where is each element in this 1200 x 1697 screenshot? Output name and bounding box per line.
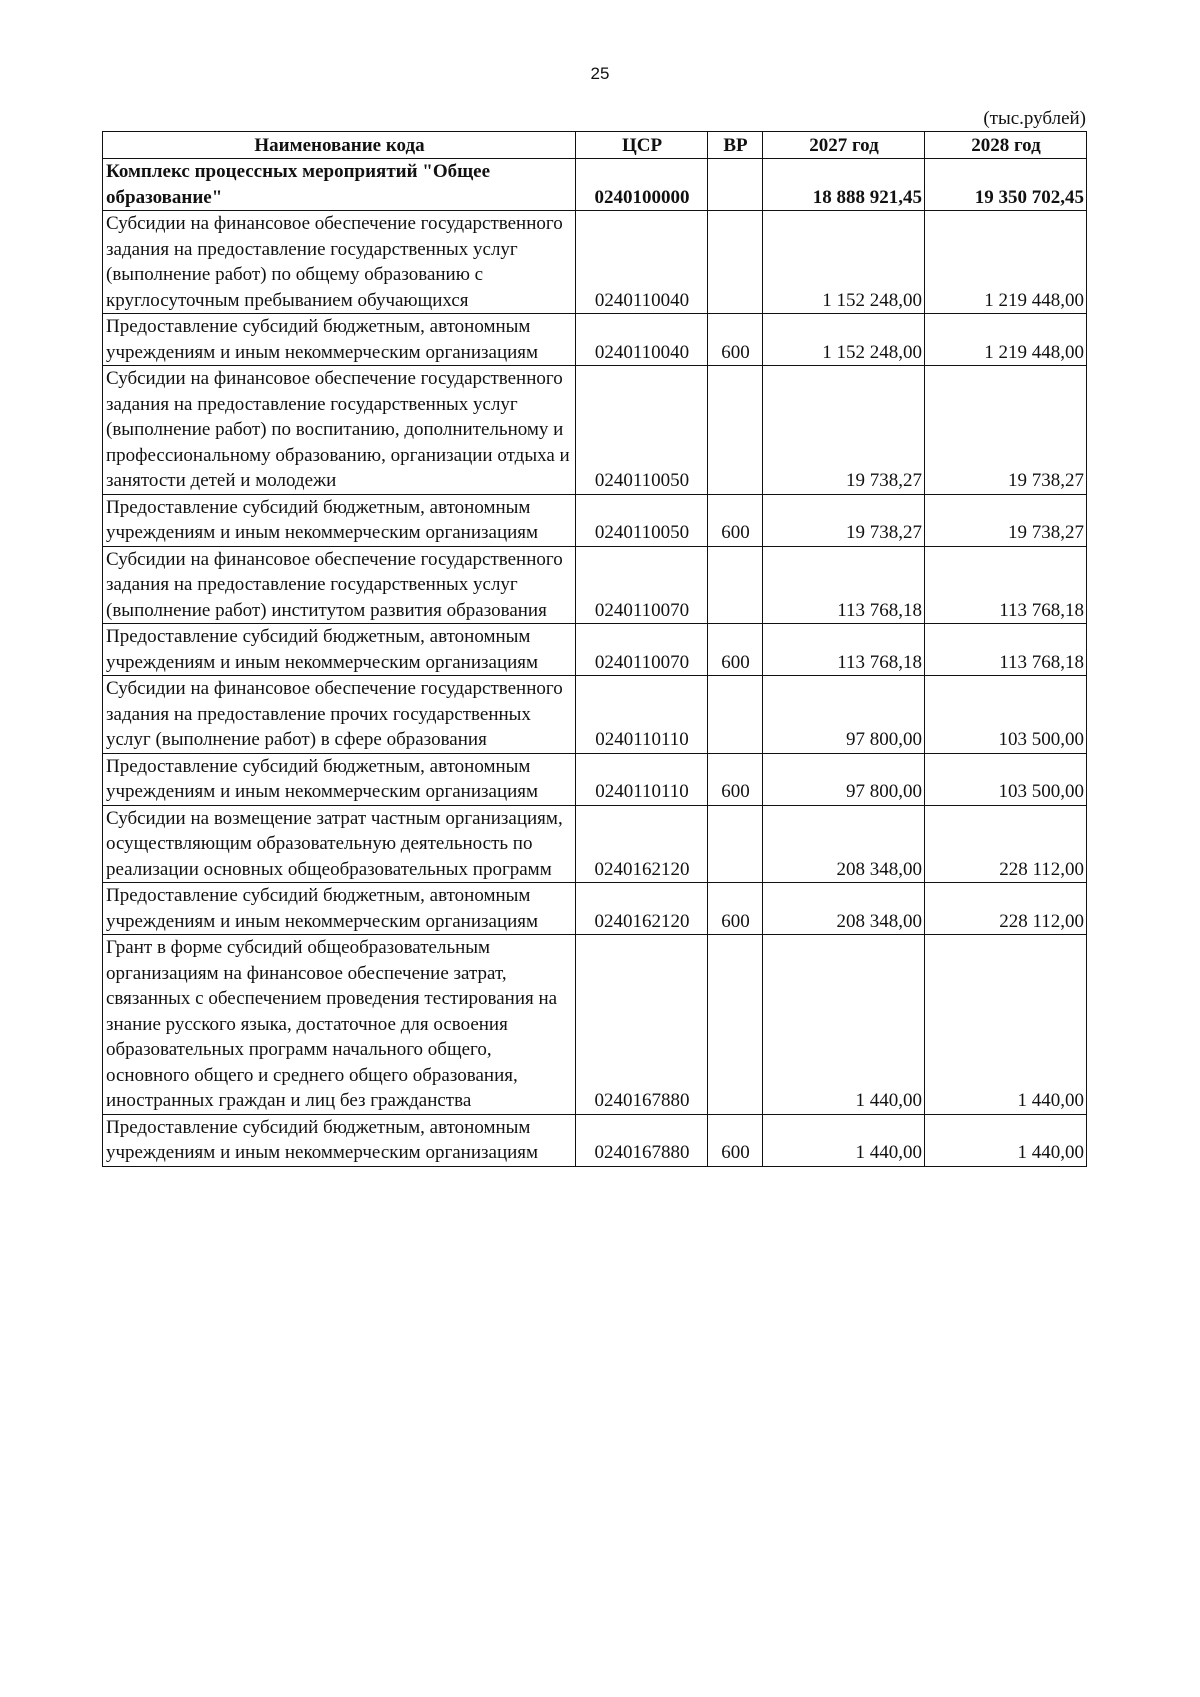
table-row <box>103 805 1087 883</box>
cell-vr <box>708 366 763 495</box>
cell-csr: 0240110110 <box>576 676 708 754</box>
table-row <box>103 935 1087 1115</box>
table-row <box>103 159 1087 211</box>
cell-name: Субсидии на возмещение затрат частным организациям, осуществляющим образовательную деятельность по реализации основных общеобразовательных программ <box>103 805 576 883</box>
cell-csr: 0240162120 <box>576 805 708 883</box>
cell-vr: 600 <box>708 753 763 805</box>
cell-2027: 19 738,27 <box>763 494 925 546</box>
budget-table <box>102 131 1087 1167</box>
cell-2028: 103 500,00 <box>925 676 1087 754</box>
table-row <box>103 676 1087 754</box>
cell-vr <box>708 805 763 883</box>
cell-csr: 0240167880 <box>576 935 708 1115</box>
cell-csr: 0240110040 <box>576 211 708 314</box>
cell-2027: 1 152 248,00 <box>763 211 925 314</box>
cell-csr: 0240100000 <box>576 159 708 211</box>
header-name: Наименование кода <box>103 132 576 159</box>
cell-csr: 0240110070 <box>576 624 708 676</box>
cell-csr: 0240162120 <box>576 883 708 935</box>
table-row <box>103 753 1087 805</box>
cell-vr: 600 <box>708 1114 763 1166</box>
cell-2028: 1 440,00 <box>925 935 1087 1115</box>
cell-2028: 113 768,18 <box>925 624 1087 676</box>
cell-2027: 208 348,00 <box>763 805 925 883</box>
cell-vr <box>708 211 763 314</box>
cell-name: Грант в форме субсидий общеобразовательным организациям на финансовое обеспечение затрат, связанных с обеспечением проведения тестирования на знание русского языка, достаточное для освоения образовательных программ начального общего, основного общего и среднего общего образования, иностранных граждан и лиц без гражданства <box>103 935 576 1115</box>
table-row <box>103 624 1087 676</box>
cell-2028: 19 738,27 <box>925 494 1087 546</box>
cell-vr <box>708 676 763 754</box>
header-vr: ВР <box>708 132 763 159</box>
cell-vr <box>708 546 763 624</box>
cell-name: Предоставление субсидий бюджетным, автономным учреждениям и иным некоммерческим организациям <box>103 753 576 805</box>
table-row <box>103 1114 1087 1166</box>
cell-vr <box>708 935 763 1115</box>
cell-2028: 228 112,00 <box>925 805 1087 883</box>
table-row <box>103 314 1087 366</box>
cell-csr: 0240110110 <box>576 753 708 805</box>
cell-2027: 18 888 921,45 <box>763 159 925 211</box>
table-row <box>103 883 1087 935</box>
cell-name: Предоставление субсидий бюджетным, автономным учреждениям и иным некоммерческим организациям <box>103 883 576 935</box>
cell-2028: 113 768,18 <box>925 546 1087 624</box>
cell-2028: 1 219 448,00 <box>925 314 1087 366</box>
cell-2027: 1 440,00 <box>763 935 925 1115</box>
cell-2027: 1 440,00 <box>763 1114 925 1166</box>
cell-vr: 600 <box>708 883 763 935</box>
header-2027: 2027 год <box>763 132 925 159</box>
cell-name: Субсидии на финансовое обеспечение государственного задания на предоставление прочих государственных услуг (выполнение работ) в сфере образования <box>103 676 576 754</box>
table-header-row <box>103 132 1087 159</box>
cell-name: Субсидии на финансовое обеспечение государственного задания на предоставление государственных услуг (выполнение работ) по общему образованию с круглосуточным пребыванием обучающихся <box>103 211 576 314</box>
table-row <box>103 366 1087 495</box>
cell-name: Предоставление субсидий бюджетным, автономным учреждениям и иным некоммерческим организациям <box>103 624 576 676</box>
cell-vr <box>708 159 763 211</box>
cell-csr: 0240167880 <box>576 1114 708 1166</box>
cell-2027: 97 800,00 <box>763 753 925 805</box>
cell-vr: 600 <box>708 494 763 546</box>
cell-name: Предоставление субсидий бюджетным, автономным учреждениям и иным некоммерческим организациям <box>103 1114 576 1166</box>
cell-name: Субсидии на финансовое обеспечение государственного задания на предоставление государственных услуг (выполнение работ) по воспитанию, дополнительному и профессиональному образованию, организации отдыха и занятости детей и молодежи <box>103 366 576 495</box>
table-row <box>103 211 1087 314</box>
cell-2028: 103 500,00 <box>925 753 1087 805</box>
cell-2027: 208 348,00 <box>763 883 925 935</box>
cell-name: Субсидии на финансовое обеспечение государственного задания на предоставление государственных услуг (выполнение работ) институтом развития образования <box>103 546 576 624</box>
cell-csr: 0240110070 <box>576 546 708 624</box>
cell-vr: 600 <box>708 624 763 676</box>
cell-2028: 1 440,00 <box>925 1114 1087 1166</box>
cell-2028: 228 112,00 <box>925 883 1087 935</box>
cell-name: Предоставление субсидий бюджетным, автономным учреждениям и иным некоммерческим организациям <box>103 494 576 546</box>
header-2028: 2028 год <box>925 132 1087 159</box>
cell-vr: 600 <box>708 314 763 366</box>
page-number: 25 <box>590 64 610 83</box>
cell-name: Комплекс процессных мероприятий "Общее образование" <box>103 159 576 211</box>
table-row <box>103 494 1087 546</box>
cell-2027: 113 768,18 <box>763 546 925 624</box>
cell-2027: 97 800,00 <box>763 676 925 754</box>
cell-csr: 0240110050 <box>576 494 708 546</box>
cell-csr: 0240110040 <box>576 314 708 366</box>
cell-2027: 1 152 248,00 <box>763 314 925 366</box>
cell-2028: 19 738,27 <box>925 366 1087 495</box>
cell-2028: 1 219 448,00 <box>925 211 1087 314</box>
cell-2027: 19 738,27 <box>763 366 925 495</box>
table-row <box>103 546 1087 624</box>
cell-2027: 113 768,18 <box>763 624 925 676</box>
cell-2028: 19 350 702,45 <box>925 159 1087 211</box>
units-label: (тыс.рублей) <box>983 108 1086 129</box>
header-csr: ЦСР <box>576 132 708 159</box>
cell-csr: 0240110050 <box>576 366 708 495</box>
cell-name: Предоставление субсидий бюджетным, автономным учреждениям и иным некоммерческим организациям <box>103 314 576 366</box>
